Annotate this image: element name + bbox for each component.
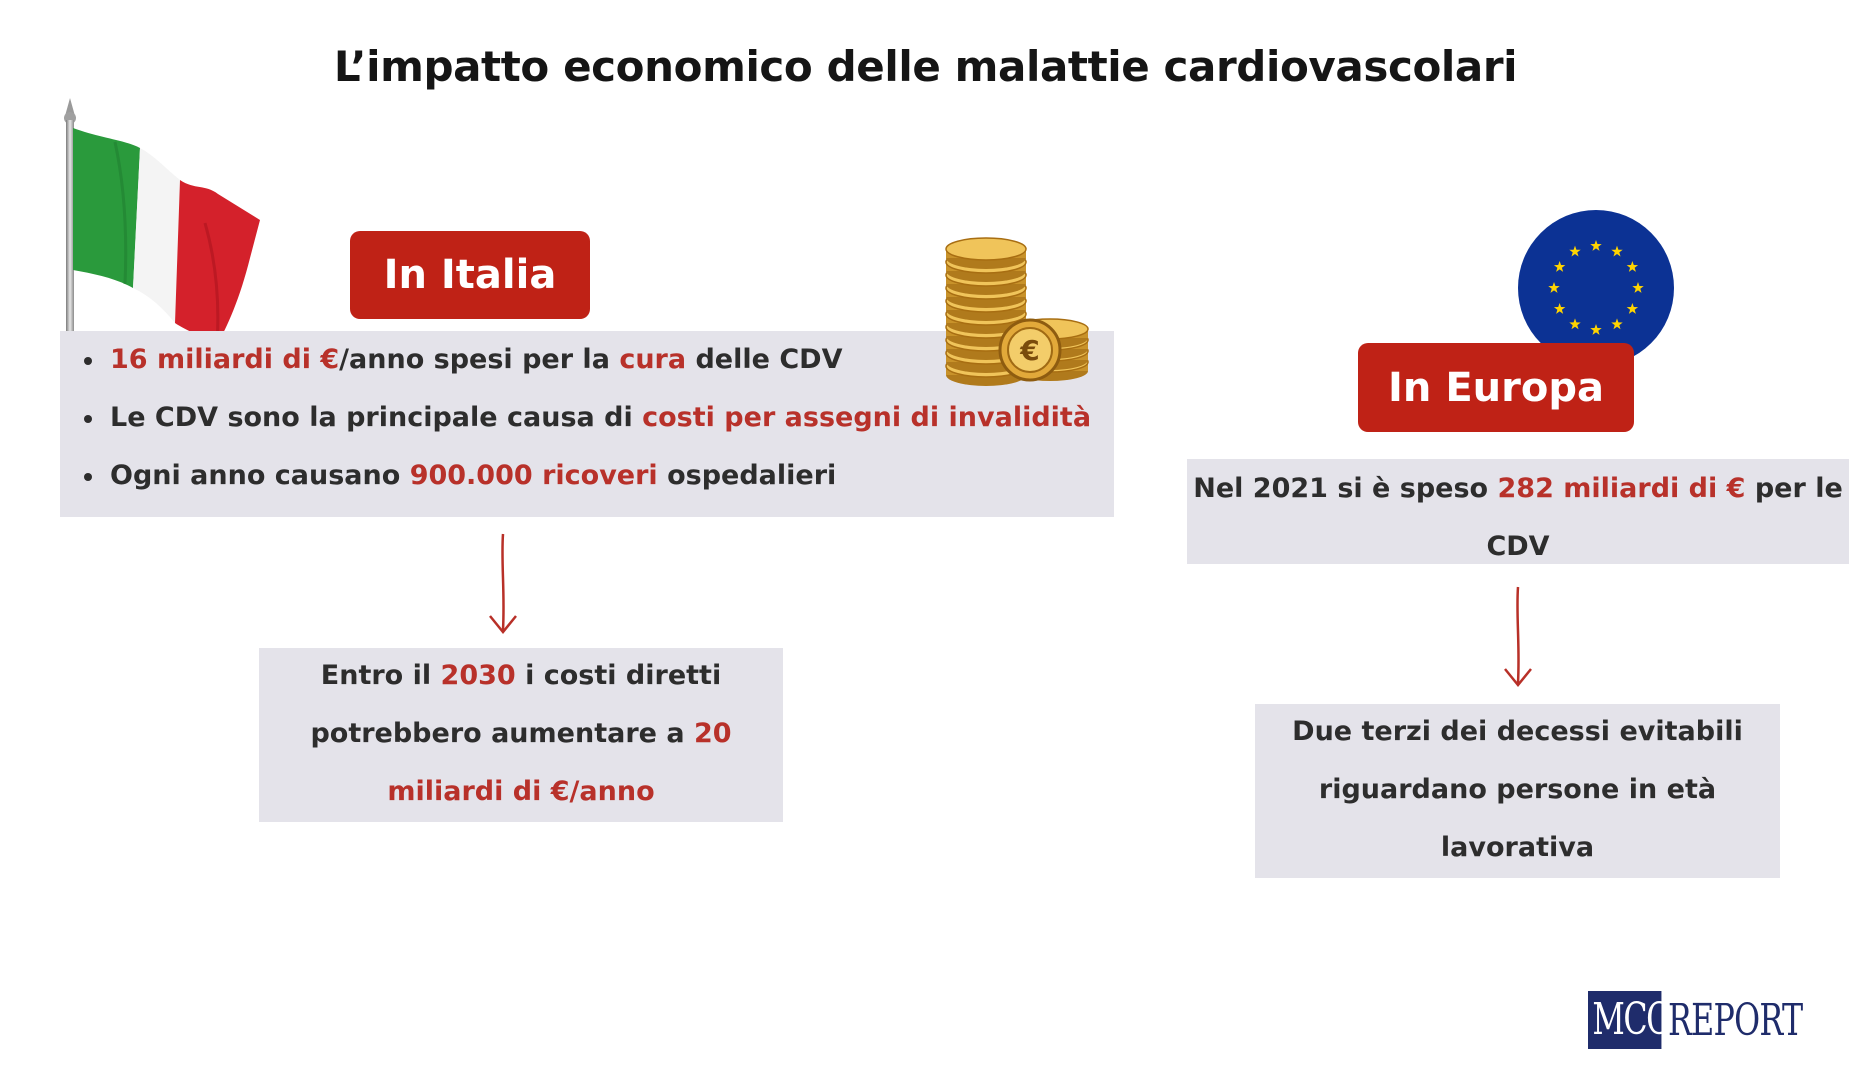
highlight-text: 16 miliardi di € <box>110 344 340 375</box>
italia-heading: In Italia <box>350 231 590 319</box>
logo-box: MCO <box>1588 991 1661 1049</box>
body-text: Le CDV sono la principale causa di <box>110 402 643 433</box>
europa-heading: In Europa <box>1358 343 1634 432</box>
arrow-down-icon <box>1501 585 1535 689</box>
euro-coins-icon <box>938 226 1098 392</box>
highlight-text: cura <box>619 344 687 375</box>
bullet-item <box>82 456 1091 514</box>
mco-report-logo <box>1588 991 1851 1049</box>
body-text: Entro il <box>320 660 441 691</box>
highlight-text: 900.000 ricoveri <box>409 460 658 491</box>
highlight-text: 20 miliardi di €/anno <box>387 718 732 807</box>
highlight-text: 282 miliardi di € <box>1497 473 1746 504</box>
italia-projection-text <box>290 647 752 821</box>
arrow-down-icon <box>486 532 520 636</box>
europa-deaths-text <box>1285 703 1750 877</box>
body-text: per le CDV <box>1486 473 1843 562</box>
logo-text: REPORT <box>1668 994 1803 1046</box>
body-text: i costi diretti potrebbero aumentare a <box>310 660 722 749</box>
highlight-text: costi per assegni di invalidità <box>642 402 1092 433</box>
body-text: Ogni anno causano <box>110 460 410 491</box>
body-text: Nel 2021 si è speso <box>1193 473 1498 504</box>
coin-icon <box>946 238 1026 269</box>
body-text: delle CDV <box>686 344 843 375</box>
svg-text:€: € <box>1020 334 1040 367</box>
body-text: ospedalieri <box>657 460 837 491</box>
highlight-text: 2030 <box>440 660 516 691</box>
body-text: /anno spesi per la <box>339 344 620 375</box>
euro-coin-icon <box>1000 320 1060 380</box>
europa-spending-text <box>1190 460 1846 576</box>
page-title: L’impatto economico delle malattie cardiovascolari <box>333 42 1518 91</box>
bullet-item <box>82 398 1091 456</box>
body-text: Due terzi dei decessi evitabili riguardano persone in età lavorativa <box>1292 716 1743 863</box>
